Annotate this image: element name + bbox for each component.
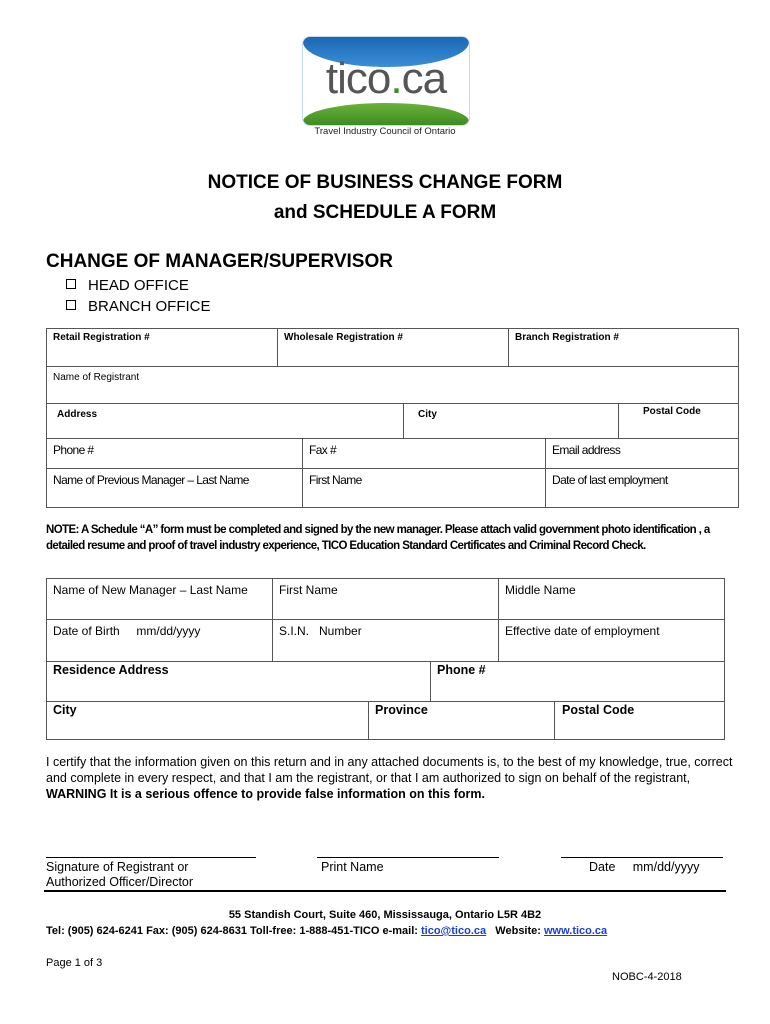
province-field[interactable]: Province (368, 701, 555, 740)
retail-registration-field[interactable]: Retail Registration # (46, 328, 278, 367)
previous-manager-field[interactable]: Name of Previous Manager – Last Name (46, 468, 303, 508)
date-line[interactable] (561, 857, 723, 858)
email-field[interactable]: Email address (545, 438, 739, 469)
head-office-option[interactable]: HEAD OFFICE (66, 277, 189, 294)
footer-address: 55 Standish Court, Suite 460, Mississauga, Ontario L5R 4B2 (228, 909, 542, 921)
section-title: CHANGE OF MANAGER/SUPERVISOR (46, 251, 393, 272)
registrant-name-field[interactable]: Name of Registrant (46, 366, 739, 404)
date-label: Date mm/dd/yyyy (589, 860, 700, 874)
new-manager-last-name-field[interactable]: Name of New Manager – Last Name (46, 578, 273, 620)
new-manager-middle-name-field[interactable]: Middle Name (498, 578, 725, 620)
new-manager-postal-code-field[interactable]: Postal Code (554, 701, 725, 740)
signature-label-2: Authorized Officer/Director (46, 875, 194, 889)
page-number: Page 1 of 3 (46, 957, 103, 969)
website-link[interactable]: www.tico.ca (544, 925, 608, 937)
residence-address-field[interactable]: Residence Address (46, 661, 431, 702)
signature-line[interactable] (46, 857, 256, 858)
branch-registration-field[interactable]: Branch Registration # (508, 328, 739, 367)
city-field[interactable]: City (403, 403, 619, 439)
form-code: NOBC-4-2018 (612, 971, 682, 983)
previous-manager-first-name-field[interactable]: First Name (302, 468, 546, 508)
new-manager-first-name-field[interactable]: First Name (272, 578, 499, 620)
signature-label: Signature of Registrant or (46, 860, 189, 874)
email-link[interactable]: tico@tico.ca (420, 925, 487, 937)
logo-wordmark: tico.ca (325, 54, 447, 103)
logo-green-band (303, 103, 469, 125)
new-manager-city-field[interactable]: City (46, 701, 369, 740)
effective-date-field[interactable]: Effective date of employment (498, 619, 725, 662)
last-employment-date-field[interactable]: Date of last employment (545, 468, 739, 508)
checkbox-icon[interactable] (66, 300, 76, 310)
date-of-birth-field[interactable]: Date of Birth mm/dd/yyyy (46, 619, 273, 662)
fax-field[interactable]: Fax # (302, 438, 546, 469)
form-subtitle: and SCHEDULE A FORM (273, 202, 497, 223)
print-name-line[interactable] (317, 857, 499, 858)
tico-logo (300, 36, 470, 140)
print-name-label: Print Name (321, 860, 384, 874)
address-field[interactable]: Address (46, 403, 404, 439)
new-manager-phone-field[interactable]: Phone # (430, 661, 725, 702)
certification-statement: I certify that the information given on this return and in any attached documents is, to the best of my knowledge, true, correct and complete in every respect, and that I am the registrant, or that I am authorized to sign on behalf of the registrant, WARNING It is a serious offence to provide false information on this form. (46, 755, 733, 801)
warning-text: WARNING It is a serious offence to provide false information on this form. (46, 787, 485, 801)
phone-field[interactable]: Phone # (46, 438, 303, 469)
footer-contact: Tel: (905) 624-6241 Fax: (905) 624-8631 Toll-free: 1-888-451-TICO e-mail: tico@tico.ca Website: www.tico.ca (46, 925, 608, 937)
postal-code-field[interactable]: Postal Code (618, 403, 739, 439)
sin-number-field[interactable]: S.I.N. Number (272, 619, 499, 662)
schedule-a-note: NOTE: A Schedule “A” form must be completed and signed by the new manager. Please attach valid government photo identification , a detailed resume and proof of travel industry experience, TICO Education Standard Certificates and Criminal Record Check. (46, 524, 710, 552)
logo-badge (302, 36, 470, 126)
wholesale-registration-field[interactable]: Wholesale Registration # (277, 328, 509, 367)
footer-divider (44, 890, 726, 892)
checkbox-icon[interactable] (66, 279, 76, 289)
logo-tagline: Travel Industry Council of Ontario (314, 126, 456, 137)
branch-office-option[interactable]: BRANCH OFFICE (66, 298, 211, 315)
form-title: NOTICE OF BUSINESS CHANGE FORM (207, 172, 563, 193)
